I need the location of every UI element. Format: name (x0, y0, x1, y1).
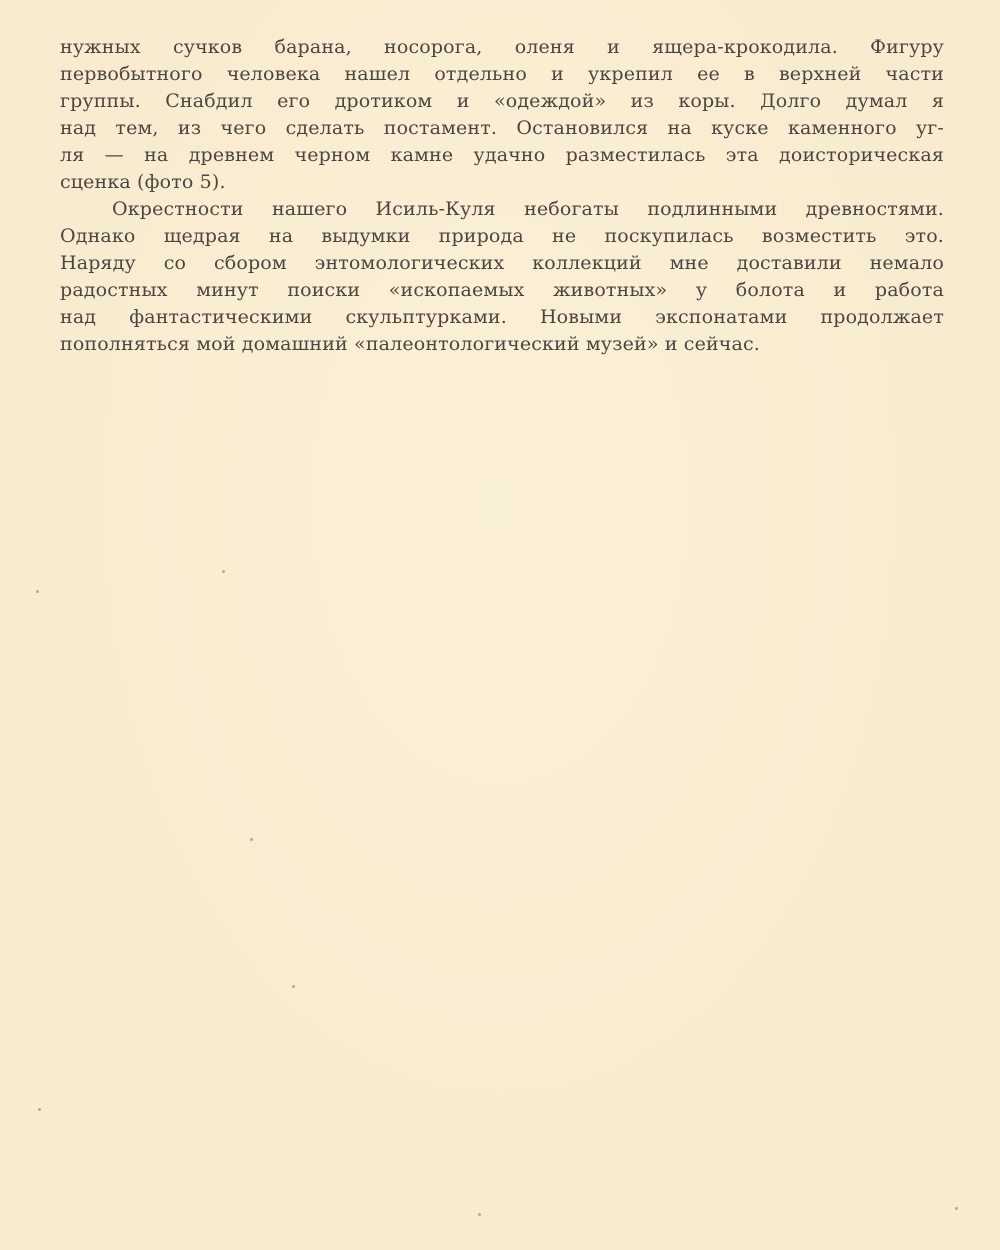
text-line: Однако щедрая на выдумки природа не поскупилась возместить это. (60, 225, 944, 247)
paper-speck (38, 1108, 41, 1111)
text-line: над тем, из чего сделать постамент. Остановился на куске каменного уг- (60, 117, 944, 139)
paper-speck (478, 1213, 481, 1216)
text-line: сценка (фото 5). (60, 171, 226, 193)
text-line: радостных минут поиски «ископаемых животных» у болота и работа (60, 279, 944, 301)
paper-speck (955, 1207, 958, 1210)
paper-speck (222, 570, 225, 573)
text-line: группы. Снабдил его дротиком и «одеждой» из коры. Долго думал я (60, 90, 944, 112)
text-line: нужных сучков барана, носорога, оленя и ящера-крокодила. Фигуру (60, 36, 944, 58)
paragraph-1 (60, 34, 944, 196)
paragraph-2 (60, 196, 944, 358)
paper-speck (292, 985, 295, 988)
text-line: Окрестности нашего Исиль-Куля небогаты подлинными древностями. (112, 198, 944, 220)
paper-speck (250, 838, 253, 841)
text-line: пополняться мой домашний «палеонтологический музей» и сейчас. (60, 333, 760, 355)
text-line: над фантастическими скульптурками. Новыми экспонатами продолжает (60, 306, 944, 328)
text-line: Наряду со сбором энтомологических коллекций мне доставили немало (60, 252, 944, 274)
text-line: ля — на древнем черном камне удачно разместилась эта доисторическая (60, 144, 944, 166)
page-text (60, 34, 944, 358)
paper-speck (36, 590, 39, 593)
text-line: первобытного человека нашел отдельно и укрепил ее в верхней части (60, 63, 944, 85)
